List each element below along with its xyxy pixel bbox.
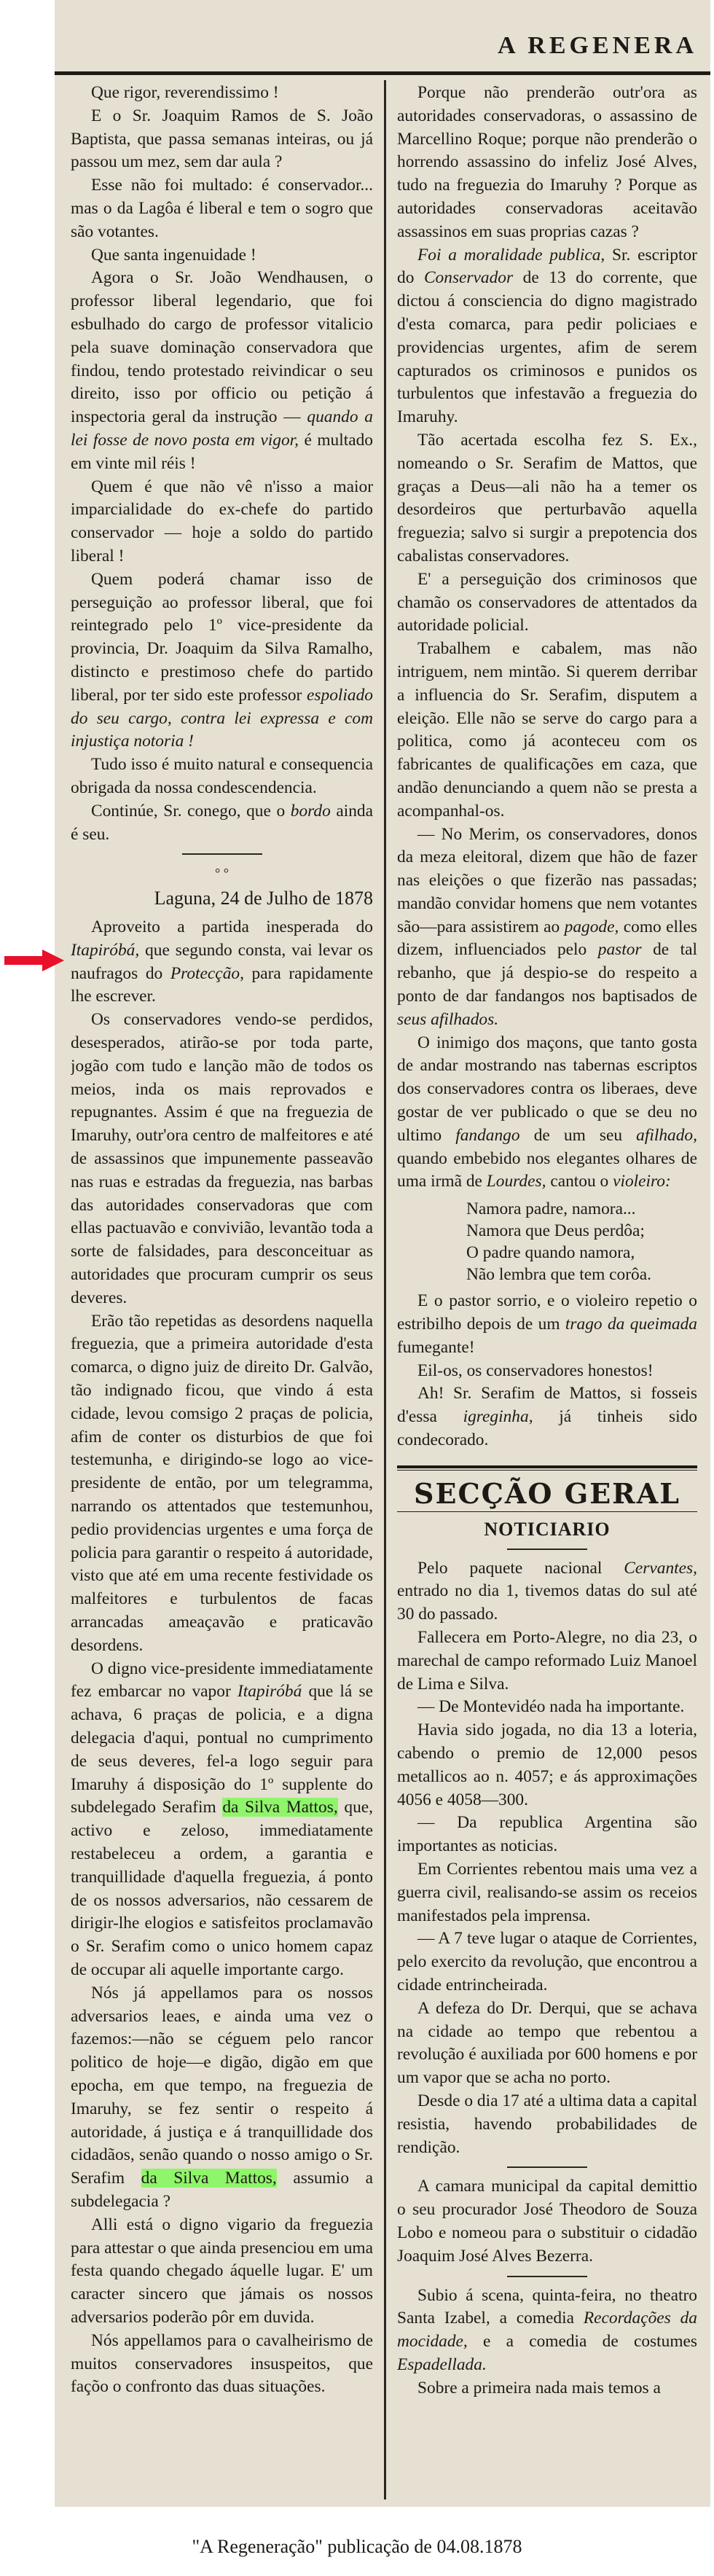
text: Nós já appellamos para os nossos adversarios leaes, e ainda uma vez o fazemos:—não se céguem pelo rancor politico de hoje—e digão, digão em que epocha, em que tempo, na freguezia de Imaruhy, se fez sentir o respeito á autoridade, á justiça e á tranquillidade dos cidadãos, senão quando o nosso amigo o Sr. Serafim [71, 1983, 373, 2188]
paragraph: — De Montevidéo nada ha importante. [417, 1697, 685, 1717]
italic-text: Cervantes, [624, 1558, 697, 1578]
text: para rapidamente lhe escrever. [71, 963, 373, 1006]
paragraph [397, 1382, 697, 1452]
column-divider [384, 80, 386, 2499]
divider [507, 2276, 587, 2277]
red-arrow-icon [1, 947, 67, 974]
text: que, activo e zeloso, immediatamente restabeleceu a ordem, a garantia e tranquillidade d'aquella freguezia, á ponto de os nossos adversarios, não cessarem de dirigir-lhe elogios e satisfeitos proclamavão o Sr. Serafim como o unico homem capaz de occupar ali aquelle importante cargo. [71, 1798, 373, 1979]
paragraph: Os conservadores vendo-se perdidos, desesperados, atirão-se por toda parte, jogão com tudo e lanção mão de todos os meios, inda os mais reprovados e repugnantes. Assim é que na freguezia de Imaruhy, outr'ora centro de malfeitores e até de assassinos que impunemente passeavão nas ruas e estradas da freguezia, nas barbas das autoridades conservadoras que com ellas pactuavão e convivião, levantão toda a sorte de falsidades, para desconceituar as autoridades que procuram cumprir os seus deveres. [71, 1010, 373, 1307]
text: como elles dizem, influenciados pelo [397, 917, 697, 960]
paragraph [397, 244, 697, 429]
divider [507, 1549, 587, 1550]
text: quando embebido nos elegantes olhares de uma irmã de [397, 1148, 697, 1191]
italic-text: seus afilhados. [397, 1009, 499, 1029]
masthead-title: A REGENERA [498, 32, 697, 59]
text: é multado em vinte mil réis ! [71, 430, 373, 473]
text: já tinheis sido condecorado. [397, 1407, 697, 1450]
paragraph: Em Corrientes rebentou mais uma vez a guerra civil, realisando-se assim os receios manifestados pela imprensa. [397, 1859, 697, 1925]
text: que segundo consta, vai levar os naufragos do [71, 940, 373, 983]
text: entrado no dia 1, tivemos datas do sul até 30 do passado. [397, 1581, 697, 1624]
divider [507, 2166, 587, 2168]
paragraph: Havia sido jogada, no dia 13 a loteria, cabendo o premio de 12,000 pesos metallicos ao n. 4057; e ás approximações 4056 e 4058—300. [397, 1720, 697, 1809]
text: assumio a subdelegacia ? [71, 2169, 373, 2211]
sub-title: NOTICIARIO [484, 1518, 611, 1540]
paragraph: A defeza do Dr. Derqui, que se achava na cidade ao tempo que rebentou a revolução é auxiliada por 600 homens e por um vapor que se acha no porto. [397, 1998, 697, 2088]
paragraph [71, 267, 373, 475]
left-column [71, 82, 373, 2499]
section-rule-thin [397, 1511, 697, 1512]
text: fumegante! [397, 1337, 475, 1357]
poem-line: Namora padre, namora... [466, 1199, 636, 1219]
poem [397, 1198, 697, 1285]
paragraph [397, 1557, 697, 1626]
dateline: Laguna, 24 de Julho de 1878 [154, 888, 373, 909]
ornament-stars: ° ° [215, 866, 229, 881]
highlighted-name: da Silva Mattos, [141, 2169, 277, 2188]
section-rule-thin [397, 1470, 697, 1471]
italic-text: afilhado, [636, 1125, 697, 1145]
section-rule [397, 1465, 697, 1468]
italic-text: trago da queimada [565, 1315, 697, 1334]
italic-text: Lourdes, [486, 1172, 546, 1191]
text: de um seu [533, 1125, 623, 1145]
text: Continúe, Sr. conego, que o [91, 801, 286, 821]
masthead-rule [55, 71, 710, 75]
paragraph [71, 800, 373, 847]
text: — No Merim, os conservadores, donos da meza eleitoral, dizem que hão de fazer nas eleições o que fizerão nas passadas; mandão convidar homens que nem votantes são—para assistirem ao [397, 824, 697, 936]
text: de tal rebanho, que já despio-se do respeito a ponto de dar fandangos nos baptisados de [397, 940, 697, 1006]
paragraph: — A 7 teve lugar o ataque de Corrientes, pelo exercito da revolução, que encontrou a cidade entrincheirada. [397, 1929, 697, 1994]
text: E o pastor sorrio, e o violeiro repetio o estribilho depois de um [397, 1291, 697, 1334]
text: Quem poderá chamar isso de perseguição ao professor liberal, que foi reintegrado pelo 1º vice-presidente da provincia, Dr. Joaquim da Silva Ramalho, distincto e prestimoso chefe do partido liberal, por ter sido este professor [71, 569, 373, 705]
paragraph [71, 1982, 373, 2214]
paragraph: Nós appellamos para o cavalheirismo de muitos conservadores insuspeitos, que façõo o confronto das duas situações. [71, 2330, 373, 2397]
paragraph: Erão tão repetidas as desordens naquella freguezia, que a primeira autoridade d'esta comarca, o digno juiz de direito Dr. Galvão, tão indignado ficou, que vindo á esta cidade, levou comsigo 2 praças de policia, afim de conter os disturbios de que foi testemunha, e dirigindo-se logo ao vice-presidente de então, por um telegramma, narrando os attentados que testemunhou, pedio providencias urgentes e uma força de policia para garantir o respeito á autoridade, visto que até em uma recente festividade os malfeitores e turbulentos de facas arrancadas ameaçavão e praticavão desordens. [71, 1311, 373, 1655]
text: de 13 do corrente, que dictou á consciencia do digno magistrado d'esta comarca, para pedir policiaes e providencias urgentes, afim de serem capturados os criminosos e punidos os turbulentos que infestavão a freguezia do Imaruhy. [397, 268, 697, 427]
italic-text: Itapiróbá [237, 1682, 302, 1702]
text: Pelo paquete nacional [417, 1558, 603, 1578]
text: O inimigo dos maçons, que tanto gosta de andar mostrando nas tabernas escriptos dos conservadores contra os liberaes, deve gostar de ver publicado o que se deu no ultimo [397, 1033, 697, 1145]
paragraph: — Da republica Argentina são importantes as noticias. [397, 1813, 697, 1856]
newspaper-page [55, 0, 710, 2507]
italic-text: bordo [290, 801, 331, 821]
paragraph [397, 1290, 697, 1359]
italic-text: Conservador [423, 268, 514, 288]
italic-text: pastor [597, 940, 642, 960]
paragraph: Esse não foi multado: é conservador... mas o da Lagôa é liberal e tem o sogro que são votantes. [71, 176, 373, 241]
right-column [397, 82, 697, 2499]
text: cantou o [550, 1172, 609, 1191]
paragraph: Fallecera em Porto-Alegre, no dia 23, o marechal de campo reformado Luiz Manoel de Lima e Silva. [397, 1628, 697, 1694]
text: O digno vice-presidente immediatamente fez embarcar no vapor [71, 1659, 373, 1702]
paragraph: Que rigor, reverendissimo ! [91, 83, 279, 102]
paragraph: Eil-os, os conservadores honestos! [417, 1361, 654, 1380]
italic-text: igreginha, [463, 1407, 533, 1427]
paragraph [71, 916, 373, 1009]
italic-text: Itapiróbá, [71, 940, 140, 960]
text: Ah! Sr. Serafim de Mattos, si fosseis d'essa [397, 1384, 697, 1427]
paragraph: Que santa ingenuidade ! [91, 245, 256, 265]
text: Sr. escriptor do [397, 245, 697, 288]
text: ainda é seu. [71, 801, 373, 844]
paragraph: Desde o dia 17 até a ultima data a capital resistia, havendo probabilidades de rendição. [397, 2091, 697, 2157]
paragraph [71, 568, 373, 753]
paragraph: E o Sr. Joaquim Ramos de S. João Baptista, que passa semanas inteiras, ou já passou um mez, sem dar aula ? [71, 106, 373, 172]
italic-text: Protecção, [170, 963, 244, 983]
italic-text: fandango [455, 1125, 520, 1145]
paragraph: Tudo isso é muito natural e consequencia obrigada da nossa condescendencia. [71, 755, 373, 797]
paragraph: E' a perseguição dos criminosos que chamão os conservadores de attentados da autoridade policial. [397, 569, 697, 635]
paragraph: Quem é que não vê n'isso a maior imparcialidade do ex-chefe do partido conservador — hoje a soldo do partido liberal ! [71, 477, 373, 565]
paragraph: Sobre a primeira nada mais temos a [417, 2378, 661, 2397]
paragraph [397, 1032, 697, 1194]
text: e a comedia de costumes [483, 2332, 697, 2352]
section-title: SECÇÃO GERAL [414, 1476, 680, 1510]
paragraph: Porque não prenderão outr'ora as autoridades conservadoras, o assassino de Marcellino Roque; porque não prenderão o horrendo assassino do infeliz José Alves, tudo na freguezia do Imaruhy ? Porque as autoridades conservadoras aceitavão assassinos em suas proprias cazas ? [397, 83, 697, 241]
divider [182, 853, 262, 855]
image-caption: "A Regeneração" publicação de 04.08.1878 [192, 2536, 522, 2557]
text: Agora o Sr. João Wendhausen, o professor liberal legendario, que foi esbulhado do cargo de professor vitalicio pela suave dominação conservadora que findou, tendo protestado reivindicar o seu direito, isso por officio ou petição á inspectoria geral da instrução — [71, 268, 373, 427]
poem-line: Namora que Deus perdôa; [466, 1221, 645, 1241]
text: que lá se achava, 6 praças de policia, e a digna delegacia d'aqui, pontual no cumprimento de seus deveres, fel-a logo seguir para Imaruhy á disposição do 1º supplente do subdelegado Serafim [71, 1682, 373, 1817]
paragraph: A camara municipal da capital demittio o seu procurador José Theodoro de Souza Lobo e nomeou para o substituir o cidadão Joaquim José Alves Bezerra. [397, 2177, 697, 2266]
italic-text: Espadellada. [397, 2354, 487, 2374]
paragraph: Trabalhem e cabalem, mas não intriguem, nem mintão. Si querem derribar a influencia do Sr. Serafim, disputem a eleição. Elle não se serve do cargo para a politica, como já aconteceu com os fabricantes de qualificações em caza, que andão denunciando a quem não se presta a acompanhal-os. [397, 639, 697, 821]
italic-text: violeiro: [613, 1172, 671, 1191]
text: Subio á scena, quinta-feira, no theatro Santa Izabel, a comedia [397, 2285, 697, 2328]
italic-text: Recordações da mocidade, [397, 2309, 697, 2352]
italic-text: Foi a moralidade publica, [417, 245, 605, 265]
paragraph [71, 1658, 373, 1982]
italic-text: pagode, [564, 917, 619, 936]
italic-text: quando a lei fosse de novo posta em vigor, [71, 407, 373, 450]
paragraph: Tão acertada escolha fez S. Ex., nomeando o Sr. Serafim de Mattos, que graças a Deus—ali não ha a temer os desordeiros que perturbavão aquella freguezia; salvo si surgir a prepotencia dos cabalistas conservadores. [397, 430, 697, 565]
poem-line: O padre quando namora, [466, 1243, 635, 1263]
highlighted-name: da Silva Mattos, [222, 1798, 338, 1817]
paragraph [397, 2285, 697, 2377]
poem-line: Não lembra que tem corôa. [466, 1265, 651, 1285]
paragraph [397, 823, 697, 1032]
paragraph: Alli está o digno vigario da freguezia para attestar o que ainda presenciou em uma festa quando chegado áquelle lugar. E' um caracter sincero que jámais os nossos adversarios poderão pôr em duvida. [71, 2215, 373, 2327]
text: Aproveito a partida inesperada do [91, 917, 373, 937]
italic-text: espoliado do seu cargo, contra lei expressa e com injustiça notoria ! [71, 685, 373, 751]
